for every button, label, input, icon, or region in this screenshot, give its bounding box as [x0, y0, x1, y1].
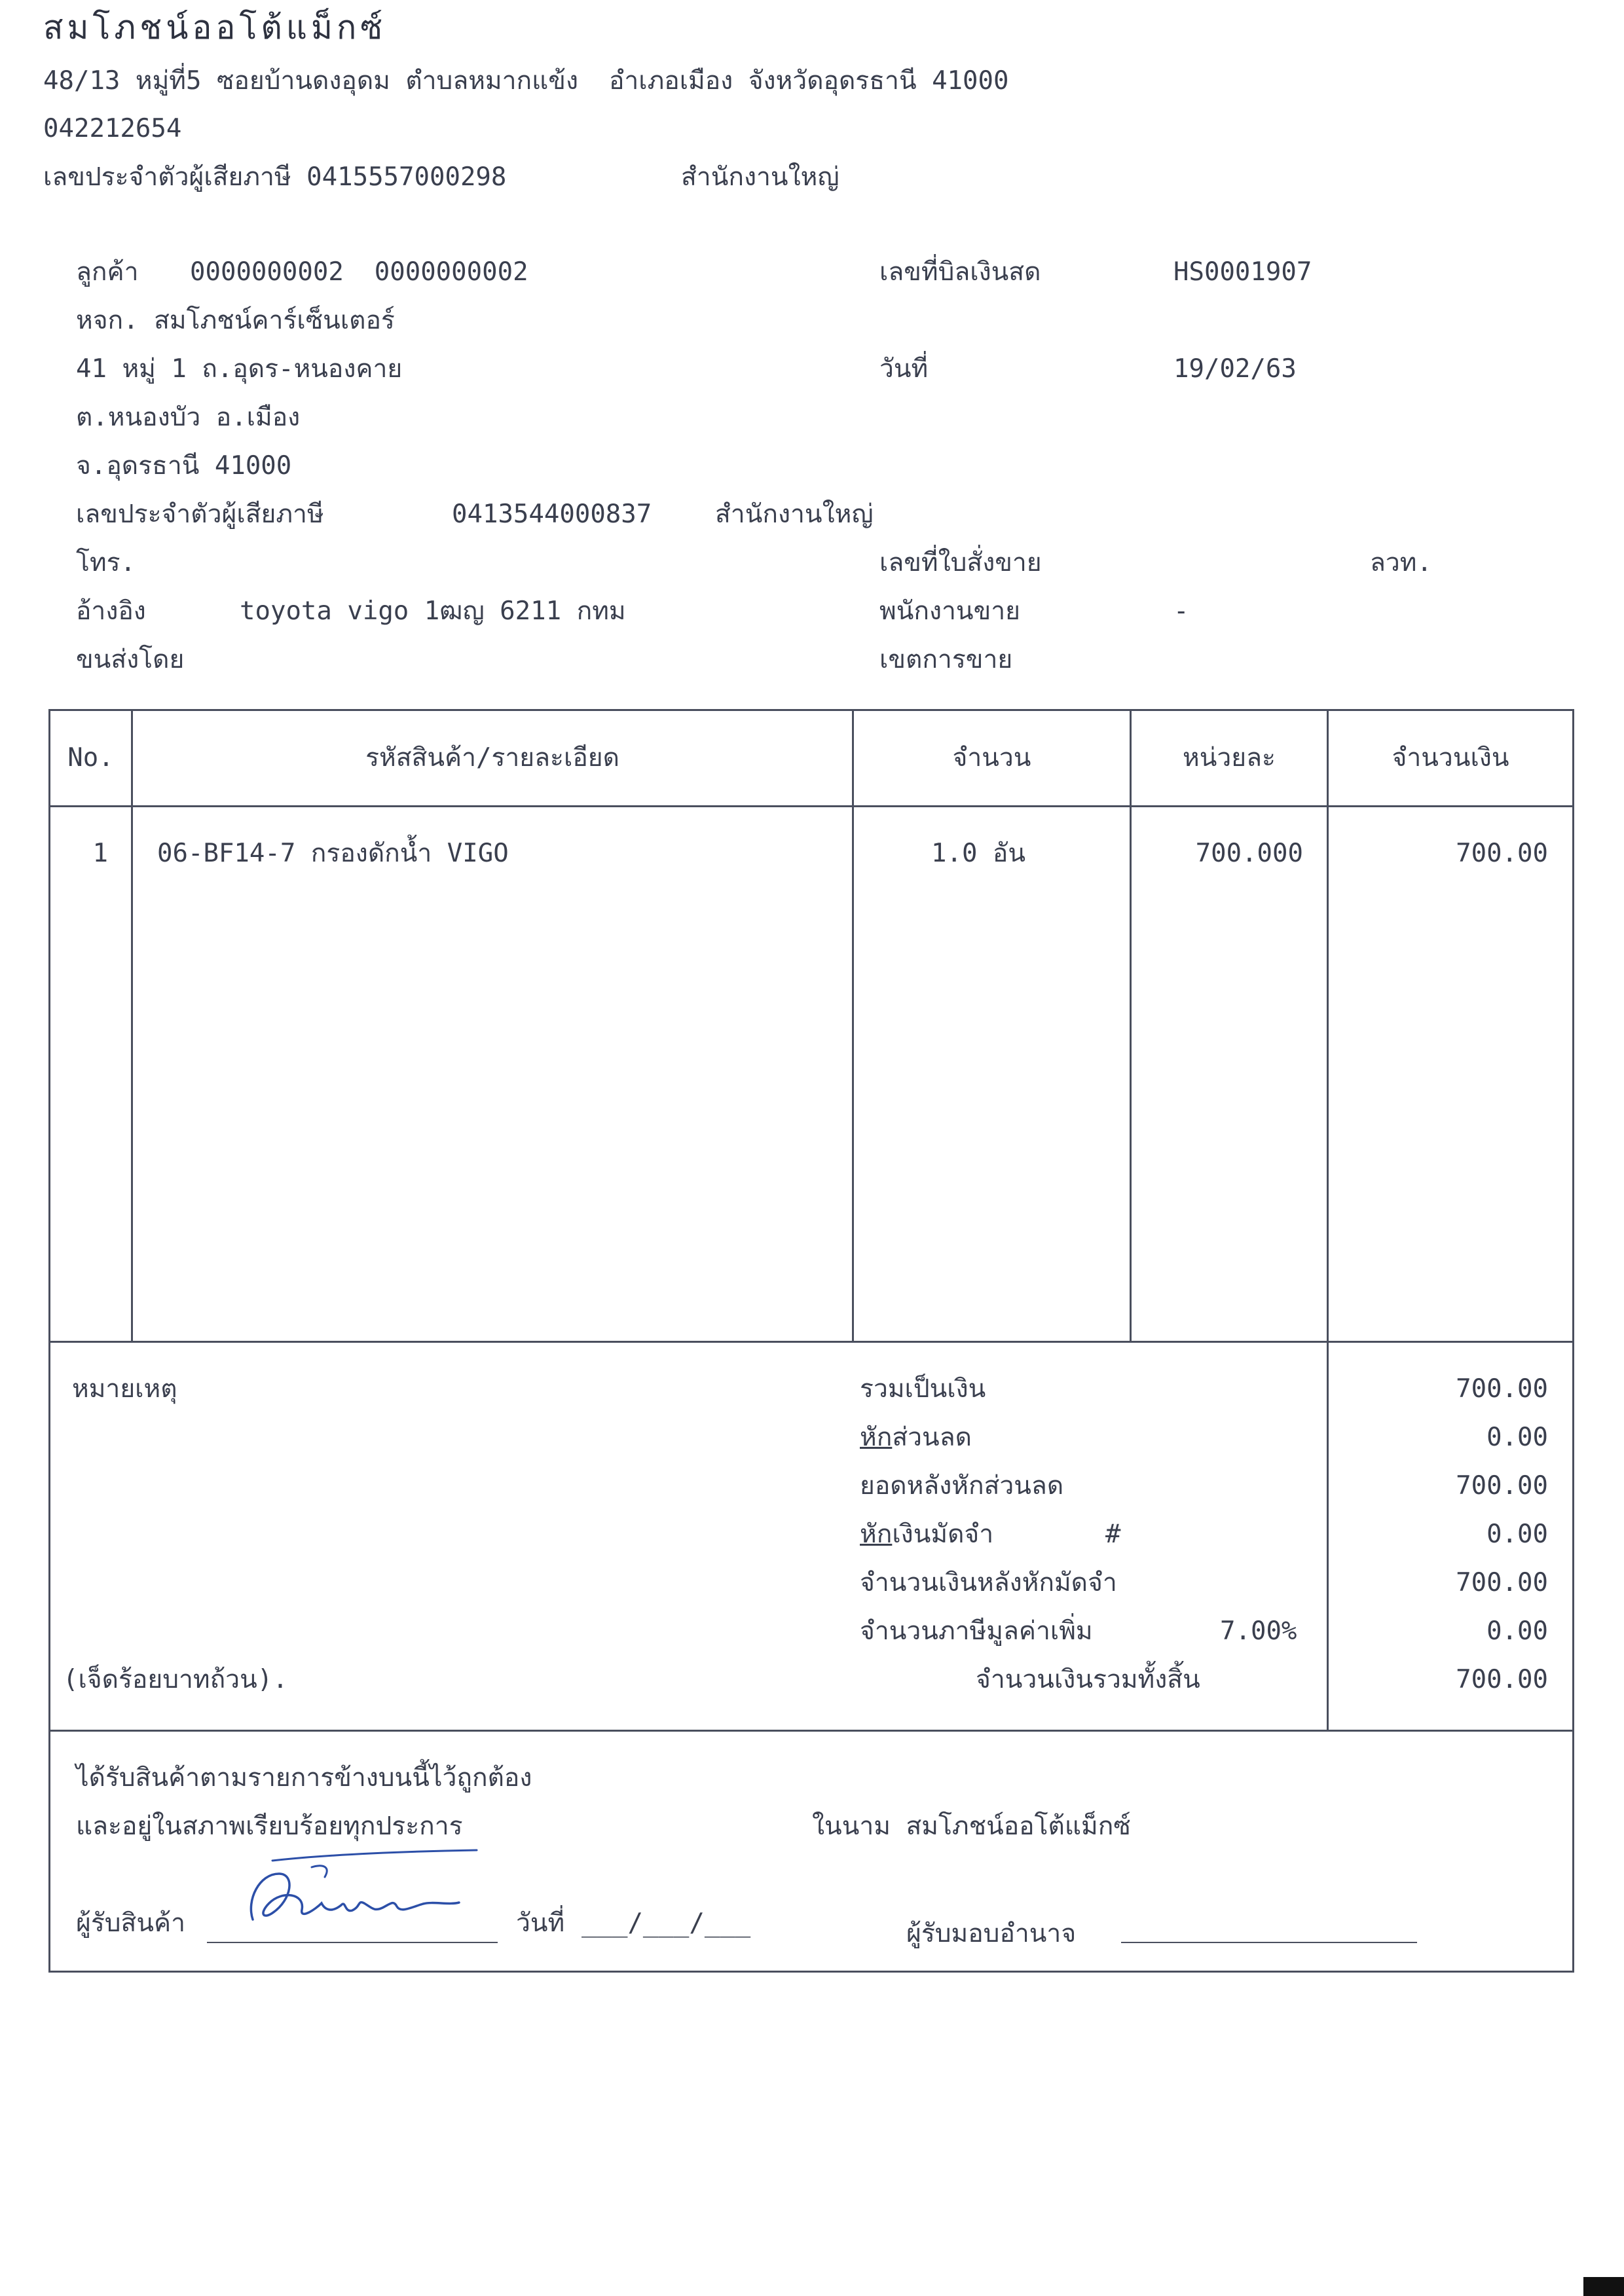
reference-value: toyota vigo 1ฒญ 6211 กทม — [240, 596, 626, 626]
receiver-date-label: วันที่ — [516, 1908, 565, 1938]
vat-rate: 7.00% — [1220, 1616, 1297, 1646]
salesperson-label: พนักงานขาย — [879, 596, 1020, 626]
subtotal-value: 700.00 — [1456, 1374, 1548, 1404]
footer-bottom — [48, 1971, 1574, 1973]
sales-area-label: เขตการขาย — [879, 645, 1013, 674]
received-line-1: ได้รับสินค้าตามรายการข้างบนนี้ไว้ถูกต้อง — [76, 1763, 532, 1793]
reference-label: อ้างอิง — [76, 596, 146, 626]
header-quantity: จำนวน — [952, 743, 1031, 773]
authorized-signature-line — [1121, 1942, 1417, 1943]
company-phone: 042212654 — [43, 114, 182, 143]
receiver-signature-line — [207, 1942, 498, 1943]
header-no: No. — [67, 743, 114, 773]
company-address: 48/13 หมู่ที่5 ซอยบ้านดงอุดม ตำบลหมากแข้ง อำเภอเมือง จังหวัดอุดรธานี 41000 — [43, 66, 1009, 96]
row-amount: 700.00 — [1456, 839, 1548, 868]
grand-total-label: จำนวนเงินรวมทั้งสิ้น — [976, 1665, 1200, 1694]
deposit-label-rest: เงินมัดจำ — [892, 1520, 994, 1549]
customer-tax-label: เลขประจำตัวผู้เสียภาษี — [76, 500, 324, 529]
receiver-date-blank: ___/___/___ — [581, 1908, 751, 1938]
after-discount-label: ยอดหลังหักส่วนลด — [860, 1471, 1064, 1501]
customer-label: ลูกค้า — [76, 257, 139, 287]
sales-order-extra: ลวท. — [1370, 548, 1432, 577]
shipping-label: ขนส่งโดย — [76, 645, 185, 674]
invoice-no-value: HS0001907 — [1173, 257, 1312, 287]
col-divider-desc — [852, 709, 854, 1341]
invoice-date-label: วันที่ — [879, 354, 929, 384]
discount-label-rest: ส่วนลด — [892, 1423, 972, 1452]
company-name: สมโภชน์ออโต้แม็กซ์ — [43, 9, 387, 46]
authorized-label: ผู้รับมอบอำนาจ — [906, 1919, 1077, 1948]
table-right-border — [1572, 709, 1574, 1973]
after-deposit-label: จำนวนเงินหลังหักมัดจำ — [860, 1568, 1117, 1597]
header-amount: จำนวนเงิน — [1392, 743, 1509, 773]
discount-label-prefix: หัก — [860, 1423, 893, 1452]
vat-label: จำนวนภาษีมูลค่าเพิ่ม — [860, 1616, 1093, 1646]
customer-code: 0000000002 0000000002 — [190, 257, 528, 287]
customer-phone-label: โทร. — [76, 548, 136, 577]
deposit-mark: # — [1105, 1520, 1121, 1549]
remark-label: หมายเหตุ — [72, 1374, 177, 1404]
company-branch: สำนักงานใหญ่ — [681, 162, 840, 192]
vat-value: 0.00 — [1486, 1616, 1548, 1646]
amount-in-words: (เจ็ดร้อยบาทถ้วน). — [63, 1665, 288, 1694]
table-body-bottom — [48, 1341, 1574, 1343]
invoice-no-label: เลขที่บิลเงินสด — [879, 257, 1041, 287]
subtotal-label: รวมเป็นเงิน — [860, 1374, 986, 1404]
discount-label — [860, 1422, 972, 1453]
salesperson-value: - — [1173, 596, 1189, 626]
totals-bottom — [48, 1730, 1574, 1732]
company-tax-id: เลขประจำตัวผู้เสียภาษี 0415557000298 — [43, 162, 507, 192]
sales-order-label: เลขที่ใบสั่งขาย — [879, 548, 1042, 577]
after-deposit-value: 700.00 — [1456, 1568, 1548, 1597]
customer-tax-id: 0413544000837 — [452, 500, 652, 529]
discount-value: 0.00 — [1486, 1423, 1548, 1452]
customer-branch: สำนักงานใหญ่ — [715, 500, 874, 529]
grand-total-value: 700.00 — [1456, 1665, 1548, 1694]
customer-address-2: ต.หนองบัว อ.เมือง — [76, 403, 301, 432]
after-discount-value: 700.00 — [1456, 1471, 1548, 1501]
receiver-label: ผู้รับสินค้า — [76, 1908, 186, 1938]
deposit-label — [860, 1519, 993, 1550]
deposit-value: 0.00 — [1486, 1520, 1548, 1549]
table-left-border — [48, 709, 50, 1973]
customer-name: หจก. สมโภชน์คาร์เซ็นเตอร์ — [76, 306, 395, 335]
customer-address-1: 41 หมู่ 1 ถ.อุดร-หนองคาย — [76, 354, 403, 384]
table-header-divider — [48, 805, 1574, 807]
row-unit-price: 700.000 — [1195, 839, 1303, 868]
customer-address-3: จ.อุดรธานี 41000 — [76, 451, 292, 481]
row-no: 1 — [92, 839, 108, 868]
invoice-date-value: 19/02/63 — [1173, 354, 1297, 384]
receiver-signature — [233, 1848, 482, 1939]
header-unit-price: หน่วยละ — [1183, 743, 1276, 773]
received-line-2: และอยู่ในสภาพเรียบร้อยทุกประการ — [76, 1812, 463, 1841]
col-divider-no — [131, 709, 133, 1341]
on-behalf: ในนาม สมโภชน์ออโต้แม็กซ์ — [812, 1812, 1131, 1841]
row-quantity: 1.0 อัน — [931, 839, 1025, 868]
deposit-label-prefix: หัก — [860, 1520, 893, 1549]
row-description: 06-BF14-7 กรองดักน้ำ VIGO — [157, 839, 509, 868]
table-top-border — [48, 709, 1574, 711]
header-description: รหัสสินค้า/รายละเอียด — [365, 743, 619, 773]
col-divider-qty — [1130, 709, 1132, 1341]
scan-edge-mark — [1583, 2277, 1624, 2296]
